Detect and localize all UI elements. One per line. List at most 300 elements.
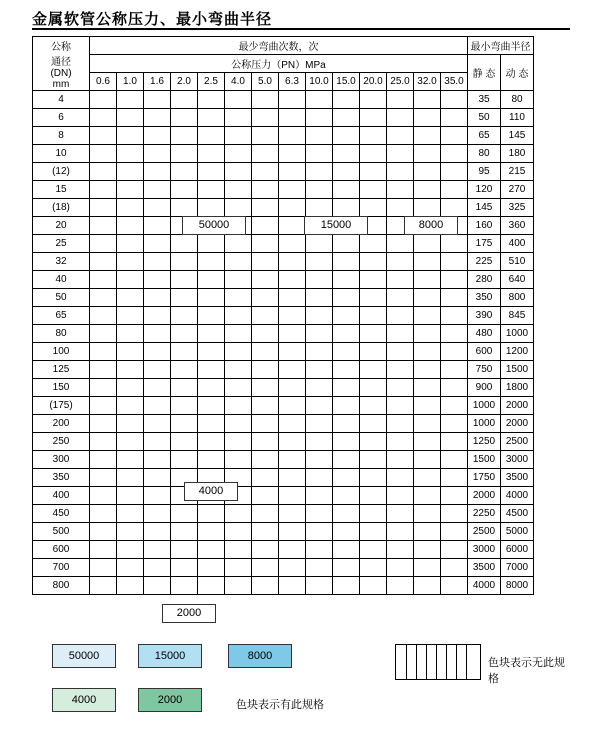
- no-spec-swatch: [395, 644, 481, 680]
- pressure-cell: [225, 433, 252, 451]
- pressure-cell: [441, 469, 468, 487]
- pressure-cell: [171, 397, 198, 415]
- pressure-cell: [279, 541, 306, 559]
- pressure-cell: [279, 145, 306, 163]
- pressure-cell: [117, 235, 144, 253]
- pressure-cell: [90, 343, 117, 361]
- pressure-cell: [306, 505, 333, 523]
- pressure-cell: [252, 217, 279, 235]
- pressure-cell: [387, 325, 414, 343]
- pressure-col-header: 6.3: [279, 73, 306, 91]
- pressure-cell: [360, 199, 387, 217]
- pressure-cell: [414, 325, 441, 343]
- dynamic-radius-value: 845: [501, 307, 534, 325]
- pressure-cell: [90, 397, 117, 415]
- pressure-cell: [90, 145, 117, 163]
- pressure-cell: [441, 559, 468, 577]
- pressure-cell: [387, 271, 414, 289]
- table-row: [33, 91, 534, 109]
- dynamic-radius-value: 3500: [501, 469, 534, 487]
- pressure-cell: [414, 451, 441, 469]
- pressure-cell: [117, 109, 144, 127]
- pressure-cell: [198, 577, 225, 595]
- dn-line-3: (DN): [50, 67, 72, 79]
- pressure-cell: [306, 523, 333, 541]
- static-radius-value: 4000: [468, 577, 501, 595]
- pressure-cell: [117, 541, 144, 559]
- pressure-cell: [387, 559, 414, 577]
- pressure-cell: [90, 217, 117, 235]
- dynamic-radius-value: 2500: [501, 433, 534, 451]
- pressure-col-header: 2.0: [171, 73, 198, 91]
- dn-value: 200: [33, 415, 90, 433]
- spec-table-wrap: [32, 36, 534, 619]
- pressure-cell: [90, 271, 117, 289]
- pressure-cell: [306, 109, 333, 127]
- pressure-cell: [360, 109, 387, 127]
- pressure-cell: [225, 541, 252, 559]
- legend-swatch: 4000: [52, 688, 116, 712]
- pressure-cell: [171, 451, 198, 469]
- pressure-col-header: 4.0: [225, 73, 252, 91]
- pressure-cell: [360, 379, 387, 397]
- pressure-cell: [360, 523, 387, 541]
- static-radius-value: 2250: [468, 505, 501, 523]
- pressure-cell: [360, 235, 387, 253]
- table-row: [33, 487, 534, 505]
- dynamic-radius-value: 4000: [501, 487, 534, 505]
- dynamic-radius-value: 640: [501, 271, 534, 289]
- static-radius-value: 3500: [468, 559, 501, 577]
- pressure-cell: [171, 109, 198, 127]
- legend: [40, 636, 570, 726]
- static-radius-value: 80: [468, 145, 501, 163]
- pressure-cell: [360, 127, 387, 145]
- legend-no-spec-text: 色块表示无此规格: [488, 657, 565, 685]
- pressure-cell: [333, 343, 360, 361]
- pressure-cell: [144, 289, 171, 307]
- pressure-cell: [414, 109, 441, 127]
- pressure-cell: [414, 343, 441, 361]
- pressure-cell: [441, 361, 468, 379]
- table-row: [33, 505, 534, 523]
- pressure-cell: [279, 325, 306, 343]
- dn-value: 125: [33, 361, 90, 379]
- bend-times-header: 最少弯曲次数，次: [90, 37, 468, 55]
- dn-header-cell: [33, 37, 90, 91]
- pressure-cell: [90, 379, 117, 397]
- pressure-cell: [279, 415, 306, 433]
- pressure-cell: [360, 577, 387, 595]
- dynamic-radius-value: 5000: [501, 523, 534, 541]
- pressure-cell: [144, 505, 171, 523]
- pressure-cell: [90, 253, 117, 271]
- pressure-cell: [306, 127, 333, 145]
- dn-line-2: 通径: [51, 56, 71, 68]
- pressure-cell: [117, 217, 144, 235]
- table-row: [33, 145, 534, 163]
- table-row: [33, 253, 534, 271]
- static-radius-value: 160: [468, 217, 501, 235]
- dn-value: 15: [33, 181, 90, 199]
- pressure-cell: [279, 469, 306, 487]
- pressure-col-header: 1.6: [144, 73, 171, 91]
- static-radius-value: 390: [468, 307, 501, 325]
- table-row: [33, 559, 534, 577]
- pressure-cell: [144, 559, 171, 577]
- pressure-cell: [225, 235, 252, 253]
- pressure-cell: [360, 415, 387, 433]
- dynamic-header: 动 态: [501, 55, 534, 91]
- static-radius-value: 175: [468, 235, 501, 253]
- pressure-cell: [225, 271, 252, 289]
- pressure-col-header: 32.0: [414, 73, 441, 91]
- pressure-cell: [90, 91, 117, 109]
- dynamic-radius-value: 400: [501, 235, 534, 253]
- pressure-cell: [387, 109, 414, 127]
- pressure-cell: [144, 469, 171, 487]
- pressure-cell: [279, 271, 306, 289]
- pressure-cell: [279, 181, 306, 199]
- pressure-col-header: 0.6: [90, 73, 117, 91]
- pressure-cell: [144, 217, 171, 235]
- table-row: [33, 433, 534, 451]
- legend-swatch: 50000: [52, 644, 116, 668]
- pressure-cell: [171, 541, 198, 559]
- pressure-cell: [117, 181, 144, 199]
- pressure-cell: [144, 451, 171, 469]
- pressure-cell: [117, 253, 144, 271]
- pressure-cell: [306, 379, 333, 397]
- pressure-cell: [144, 343, 171, 361]
- dn-value: 700: [33, 559, 90, 577]
- pressure-cell: [90, 487, 117, 505]
- table-body: [33, 91, 534, 595]
- static-radius-value: 750: [468, 361, 501, 379]
- pressure-cell: [225, 505, 252, 523]
- page-title: 金属软管公称压力、最小弯曲半径: [32, 10, 273, 28]
- pressure-cell: [171, 343, 198, 361]
- pressure-cell: [171, 145, 198, 163]
- static-radius-value: 480: [468, 325, 501, 343]
- pressure-col-header: 20.0: [360, 73, 387, 91]
- dn-value: 20: [33, 217, 90, 235]
- legend-swatch: 15000: [138, 644, 202, 668]
- pressure-cell: [333, 325, 360, 343]
- pressure-cell: [198, 307, 225, 325]
- dynamic-radius-value: 2000: [501, 415, 534, 433]
- pressure-cell: [252, 523, 279, 541]
- pressure-cell: [117, 127, 144, 145]
- dn-value: 300: [33, 451, 90, 469]
- static-radius-value: 225: [468, 253, 501, 271]
- pressure-cell: [387, 163, 414, 181]
- static-radius-value: 1000: [468, 415, 501, 433]
- pressure-cell: [225, 127, 252, 145]
- spec-table: [32, 36, 534, 595]
- pressure-cell: [225, 181, 252, 199]
- pressure-cell: [333, 145, 360, 163]
- pressure-cell: [414, 361, 441, 379]
- pressure-cell: [441, 451, 468, 469]
- min-radius-header: 最小弯曲半径: [468, 37, 534, 55]
- dynamic-radius-value: 510: [501, 253, 534, 271]
- pressure-cell: [144, 397, 171, 415]
- pressure-cell: [90, 127, 117, 145]
- dn-value: 100: [33, 343, 90, 361]
- pressure-cell: [279, 433, 306, 451]
- dn-value: 65: [33, 307, 90, 325]
- pressure-cell: [171, 181, 198, 199]
- pressure-col-header: 15.0: [333, 73, 360, 91]
- pressure-cell: [414, 145, 441, 163]
- table-row: [33, 361, 534, 379]
- dn-value: 4: [33, 91, 90, 109]
- pressure-cell: [414, 271, 441, 289]
- cycle-count-label: 4000: [184, 482, 238, 501]
- pressure-cell: [333, 397, 360, 415]
- static-radius-value: 350: [468, 289, 501, 307]
- pressure-cell: [198, 451, 225, 469]
- pressure-cell: [198, 541, 225, 559]
- pressure-cell: [306, 307, 333, 325]
- pressure-cell: [387, 523, 414, 541]
- pressure-cell: [90, 523, 117, 541]
- pressure-cell: [225, 577, 252, 595]
- pressure-cell: [252, 343, 279, 361]
- pressure-cell: [252, 127, 279, 145]
- table-row: [33, 523, 534, 541]
- pressure-cell: [252, 487, 279, 505]
- pressure-cell: [117, 307, 144, 325]
- pressure-cell: [333, 91, 360, 109]
- pressure-cell: [171, 379, 198, 397]
- pressure-cell: [198, 145, 225, 163]
- dn-value: 32: [33, 253, 90, 271]
- pressure-cell: [360, 289, 387, 307]
- pressure-cell: [306, 91, 333, 109]
- pressure-cell: [360, 559, 387, 577]
- pressure-cell: [198, 361, 225, 379]
- pressure-cell: [198, 127, 225, 145]
- pressure-cell: [306, 433, 333, 451]
- pressure-cell: [414, 577, 441, 595]
- static-header: 静 态: [468, 55, 501, 91]
- static-radius-value: 120: [468, 181, 501, 199]
- pressure-cell: [414, 505, 441, 523]
- pressure-cell: [360, 451, 387, 469]
- pressure-cell: [414, 235, 441, 253]
- pressure-cell: [144, 433, 171, 451]
- table-row: [33, 379, 534, 397]
- table-row: [33, 397, 534, 415]
- pressure-cell: [414, 289, 441, 307]
- pressure-cell: [171, 325, 198, 343]
- pressure-cell: [117, 433, 144, 451]
- pressure-cell: [225, 91, 252, 109]
- static-radius-value: 2000: [468, 487, 501, 505]
- pressure-cell: [117, 361, 144, 379]
- pressure-cell: [441, 127, 468, 145]
- dynamic-radius-value: 1200: [501, 343, 534, 361]
- pressure-cell: [279, 343, 306, 361]
- pressure-cell: [360, 91, 387, 109]
- pressure-cell: [198, 523, 225, 541]
- table-head: [33, 37, 534, 91]
- pressure-cell: [279, 199, 306, 217]
- pressure-cell: [279, 361, 306, 379]
- pressure-cell: [279, 577, 306, 595]
- pressure-cell: [306, 343, 333, 361]
- pressure-cell: [90, 451, 117, 469]
- pressure-cell: [414, 163, 441, 181]
- dn-value: 600: [33, 541, 90, 559]
- pressure-cell: [252, 559, 279, 577]
- pressure-cell: [279, 505, 306, 523]
- pressure-cell: [333, 253, 360, 271]
- table-row: [33, 271, 534, 289]
- pressure-cell: [144, 487, 171, 505]
- pressure-cell: [252, 361, 279, 379]
- table-row: [33, 181, 534, 199]
- pressure-cell: [333, 415, 360, 433]
- pressure-cell: [360, 487, 387, 505]
- pressure-cell: [279, 307, 306, 325]
- pressure-cell: [306, 451, 333, 469]
- pressure-cell: [306, 469, 333, 487]
- pressure-cell: [333, 235, 360, 253]
- pressure-cell: [333, 505, 360, 523]
- pressure-col-header: 1.0: [117, 73, 144, 91]
- dynamic-radius-value: 3000: [501, 451, 534, 469]
- dn-value: 6: [33, 109, 90, 127]
- pressure-cell: [90, 469, 117, 487]
- pressure-cell: [171, 289, 198, 307]
- pressure-cell: [171, 235, 198, 253]
- pressure-col-header: 25.0: [387, 73, 414, 91]
- pressure-cell: [441, 307, 468, 325]
- pressure-cell: [333, 109, 360, 127]
- pressure-cell: [414, 541, 441, 559]
- pressure-cell: [387, 487, 414, 505]
- pressure-cell: [225, 415, 252, 433]
- pressure-cell: [90, 307, 117, 325]
- pressure-cell: [333, 307, 360, 325]
- pressure-cell: [306, 289, 333, 307]
- pressure-cell: [387, 541, 414, 559]
- pressure-cell: [225, 379, 252, 397]
- pressure-cell: [306, 361, 333, 379]
- static-radius-value: 1000: [468, 397, 501, 415]
- pressure-cell: [90, 325, 117, 343]
- pressure-cell: [387, 289, 414, 307]
- pressure-cell: [387, 145, 414, 163]
- pressure-cell: [333, 271, 360, 289]
- pressure-cell: [198, 343, 225, 361]
- pressure-cell: [198, 325, 225, 343]
- pressure-cell: [441, 199, 468, 217]
- pressure-cell: [117, 415, 144, 433]
- static-radius-value: 35: [468, 91, 501, 109]
- pressure-cell: [414, 307, 441, 325]
- pressure-cell: [360, 469, 387, 487]
- pressure-cell: [252, 145, 279, 163]
- header-row-2: [33, 55, 534, 73]
- pressure-cell: [333, 361, 360, 379]
- pressure-cell: [441, 433, 468, 451]
- pressure-cell: [414, 415, 441, 433]
- table-row: [33, 217, 534, 235]
- pressure-cell: [279, 253, 306, 271]
- pressure-cell: [225, 343, 252, 361]
- pressure-cell: [198, 199, 225, 217]
- static-radius-value: 3000: [468, 541, 501, 559]
- pressure-cell: [144, 577, 171, 595]
- pressure-cell: [387, 397, 414, 415]
- pressure-cell: [414, 379, 441, 397]
- pressure-cell: [225, 451, 252, 469]
- dn-value: 800: [33, 577, 90, 595]
- pressure-cell: [252, 199, 279, 217]
- pressure-cell: [225, 199, 252, 217]
- pressure-cell: [198, 559, 225, 577]
- pressure-cell: [414, 91, 441, 109]
- pressure-cell: [198, 433, 225, 451]
- pressure-cell: [198, 397, 225, 415]
- pressure-cell: [171, 91, 198, 109]
- pressure-cell: [252, 253, 279, 271]
- pressure-cell: [252, 433, 279, 451]
- pressure-cell: [360, 433, 387, 451]
- pressure-cell: [279, 217, 306, 235]
- pressure-cell: [360, 343, 387, 361]
- pressure-cell: [225, 145, 252, 163]
- pressure-cell: [117, 91, 144, 109]
- pressure-cell: [90, 433, 117, 451]
- dn-value: (12): [33, 163, 90, 181]
- pressure-cell: [171, 577, 198, 595]
- pressure-cell: [360, 541, 387, 559]
- pressure-cell: [171, 307, 198, 325]
- pressure-cell: [441, 235, 468, 253]
- pressure-cell: [360, 361, 387, 379]
- pressure-cell: [144, 379, 171, 397]
- pressure-cell: [90, 289, 117, 307]
- pressure-cell: [198, 505, 225, 523]
- pressure-cell: [441, 397, 468, 415]
- pressure-cell: [279, 559, 306, 577]
- static-radius-value: 65: [468, 127, 501, 145]
- dn-value: 250: [33, 433, 90, 451]
- pressure-cell: [387, 505, 414, 523]
- pressure-cell: [279, 487, 306, 505]
- dynamic-radius-value: 1800: [501, 379, 534, 397]
- table-row: [33, 541, 534, 559]
- pressure-cell: [171, 271, 198, 289]
- pressure-cell: [117, 289, 144, 307]
- pressure-cell: [441, 181, 468, 199]
- pressure-cell: [252, 379, 279, 397]
- dynamic-radius-value: 8000: [501, 577, 534, 595]
- static-radius-value: 2500: [468, 523, 501, 541]
- pressure-cell: [306, 235, 333, 253]
- pressure-cell: [387, 433, 414, 451]
- pressure-cell: [198, 379, 225, 397]
- pressure-cell: [252, 451, 279, 469]
- pressure-cell: [90, 541, 117, 559]
- dn-value: 350: [33, 469, 90, 487]
- pressure-cell: [252, 235, 279, 253]
